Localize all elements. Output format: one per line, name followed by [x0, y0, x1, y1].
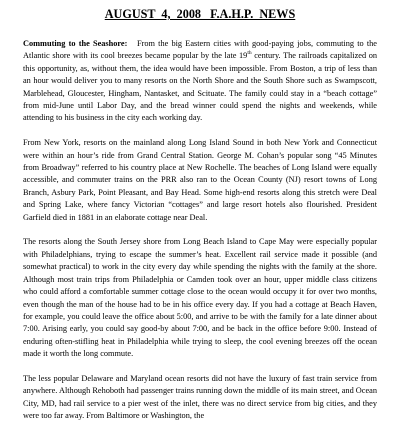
paragraph-commuting: [23, 38, 377, 125]
paragraph-text-continued: century. The railroads capitalized on this opportunity, as, without them, the idea would have been impossible. From Boston, a trip of less than an hour would deliver you to many resorts on the North Shore and the South Shore such as Swampscott, Marblehead, Gloucester, Hingham, Nantasket, and Scituate. The family could stay in a “beach cottage” from mid-June until Labor Day, and the bread winner could spend the nights and weekends, while attending to his business in the city each working day.: [23, 51, 378, 123]
paragraph-new-york: From New York, resorts on the mainland along Long Island Sound in both New York and Connecticut were within an hour’s ride from Grand Central Station. George M. Cohan’s popular song “45 Minutes from Broadway” referred to his country place at New Rochelle. The beaches of Long Island were equally accessible, and commuter trains on the PRR also ran to the Ocean County (NJ) resort towns of Long Branch, Asbury Park, Point Pleasant, and Bay Head. Some high-end resorts along this stretch were Deal and Spring Lake, where fancy Victorian “cottages” and large resort hotels also flourished. President Garfield died in 1881 in an elaborate cottage near Deal.: [23, 138, 377, 222]
newsletter-page: [23, 0, 377, 435]
paragraph-delaware-maryland: The less popular Delaware and Maryland ocean resorts did not have the luxury of fast train service from anywhere. Although Rehoboth had passenger trains running down the middle of its main street, and Ocean City, MD, had rail service to a pier west of the inlet, there was no direct service from big cities, and they were too far away. From Baltimore or Washington, the: [23, 373, 377, 421]
newsletter-headline: [23, 8, 377, 22]
superscript-ordinal: th: [247, 50, 252, 57]
article-body: [23, 38, 377, 423]
paragraph-south-jersey: The resorts along the South Jersey shore from Long Beach Island to Cape May were especially popular with Philadelphians, trying to escape the summer’s heat. Excellent rail service made it possible (and somewhat practical) to work in the city every day while spending the nights with the family at the shore. Although most train trips from Philadelphia or Camden took over an hour, upper middle class citizens who could afford a comfortable summer cottage close to the ocean would occupy it for over two months, even though the man of the house had to be in his office every day. If you had a cottage at Beach Haven, for example, you could leave the office about 5:00, and arrive to be with the family for a late dinner about 7:00. Arising early, you could say good-by about 7:00, and be back in the office before 9:00. Instead of enduring often-stifling heat in Philadelphia while trying to sleep, the cool evening breezes off the ocean made it worth the long commute.: [23, 237, 377, 359]
section-heading: Commuting to the Seashore:: [23, 39, 128, 48]
headline-text: AUGUST 4, 2008 F.A.H.P. NEWS: [104, 7, 296, 21]
paragraph-text: From the big Eastern cities with good-paying jobs, commuting to the Atlantic shore with its cool breezes became popular by the late 19: [23, 39, 377, 61]
